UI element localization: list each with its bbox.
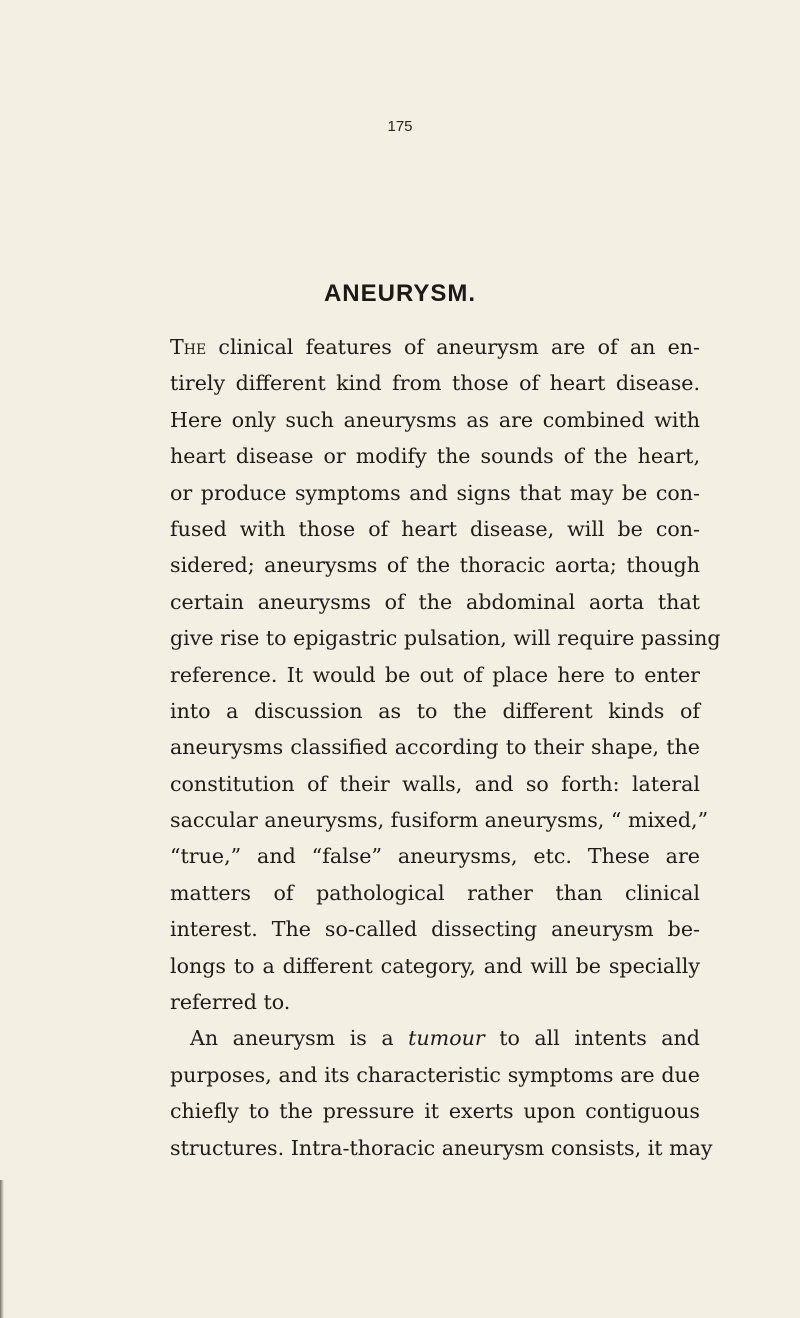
- text-line: longs to a different category, and will be specially: [170, 953, 700, 978]
- text-line: tirely different kind from those of heart disease.: [170, 371, 700, 396]
- text-line: into a discussion as to the different kinds of: [170, 698, 700, 723]
- first-word: The: [170, 335, 207, 359]
- text-line: reference. It would be out of place here to enter: [170, 662, 700, 687]
- text-line: constitution of their walls, and so forth: lateral: [170, 771, 700, 796]
- text-line: An aneurysm is a tumour to all intents and: [190, 1026, 700, 1051]
- text-line: structures. Intra-thoracic aneurysm consists, it may: [170, 1135, 713, 1160]
- text-line: sidered; aneurysms of the thoracic aorta; though: [170, 553, 700, 578]
- text-line: or produce symptoms and signs that may be con-: [170, 480, 700, 505]
- text-line: referred to.: [170, 990, 291, 1015]
- text-line: chiefly to the pressure it exerts upon contiguous: [170, 1099, 700, 1124]
- text-line: interest. The so-called dissecting aneurysm be-: [170, 917, 700, 942]
- text-line: heart disease or modify the sounds of the heart,: [170, 444, 700, 469]
- text-line: purposes, and its characteristic symptoms are due: [170, 1062, 700, 1087]
- text-line: matters of pathological rather than clinical: [170, 880, 700, 905]
- body-text: [170, 329, 721, 1166]
- text-line: The clinical features of aneurysm are of an en-: [170, 335, 701, 359]
- text-line: Here only such aneurysms as are combined with: [170, 407, 700, 432]
- text-line: “true,” and “false” aneurysms, etc. These are: [170, 844, 700, 869]
- chapter-title: ANEURYSM.: [323, 280, 477, 307]
- text-line: fused with those of heart disease, will be con-: [170, 516, 700, 541]
- text-line: give rise to epigastric pulsation, will require passing: [170, 626, 721, 651]
- emphasis-word: tumour: [408, 1026, 485, 1051]
- text-line: certain aneurysms of the abdominal aorta that: [170, 589, 700, 614]
- page-edge-shadow: [0, 1180, 4, 1318]
- text-line: saccular aneurysms, fusiform aneurysms, “ mixed,”: [170, 808, 709, 833]
- text-line: aneurysms classified according to their shape, the: [170, 735, 700, 760]
- page-number: 175: [387, 118, 413, 135]
